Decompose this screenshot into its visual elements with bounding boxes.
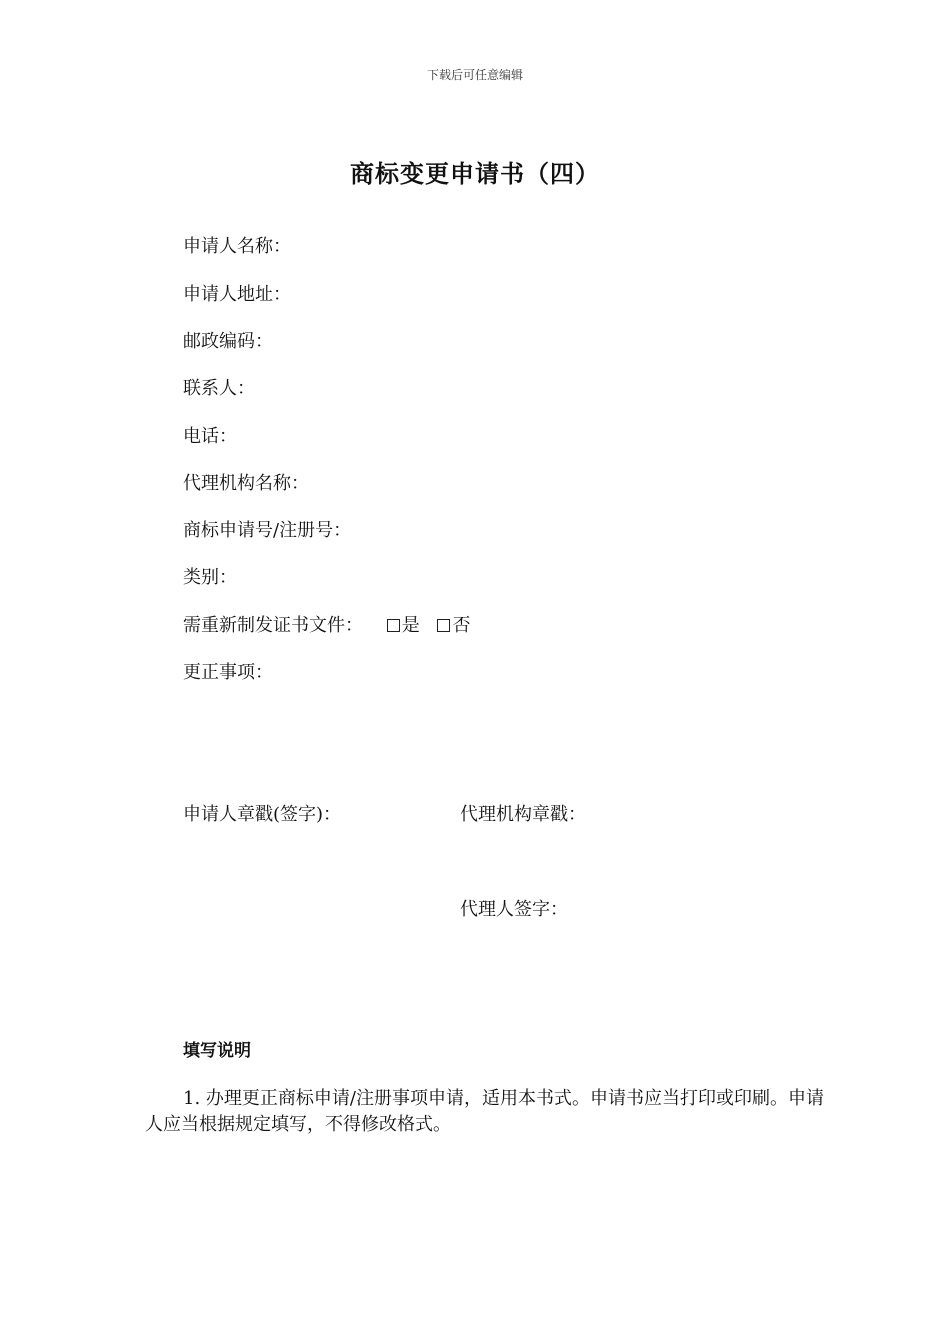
field-applicant-address: 申请人地址：	[183, 284, 291, 305]
agency-seal-label: 代理机构章戳：	[460, 804, 586, 825]
checkbox-yes[interactable]	[387, 619, 400, 632]
agent-signature-label: 代理人签字：	[460, 899, 568, 920]
reissue-checkbox-group	[387, 614, 483, 638]
field-contact-person: 联系人：	[183, 378, 255, 399]
reissue-certificate-label: 需重新制发证书文件：	[183, 615, 363, 636]
instructions-heading: 填写说明	[183, 1041, 251, 1061]
field-trademark-number: 商标申请号/注册号：	[183, 520, 352, 541]
checkbox-yes-label: 是	[401, 615, 420, 636]
field-postal-code: 邮政编码：	[183, 331, 273, 352]
field-correction-items: 更正事项：	[183, 662, 273, 683]
checkbox-no[interactable]	[437, 619, 450, 632]
field-applicant-name: 申请人名称：	[183, 236, 291, 257]
checkbox-option-no[interactable]	[437, 614, 470, 638]
header-note: 下载后可任意编辑	[426, 68, 523, 82]
applicant-seal-label: 申请人章戳(签字)：	[183, 804, 342, 825]
document-title: 商标变更申请书（四）	[350, 160, 600, 188]
field-agency-name: 代理机构名称：	[183, 473, 309, 494]
checkbox-option-yes[interactable]	[387, 614, 420, 638]
field-category: 类别：	[183, 567, 237, 588]
instructions-item: 1. 办理更正商标申请/注册事项申请，适用本书式。申请书应当打印或印刷。申请人应当根据规定填写，不得修改格式。	[145, 1088, 824, 1135]
field-reissue-certificate	[183, 614, 482, 638]
field-phone: 电话：	[183, 426, 237, 447]
checkbox-no-label: 否	[452, 615, 471, 636]
